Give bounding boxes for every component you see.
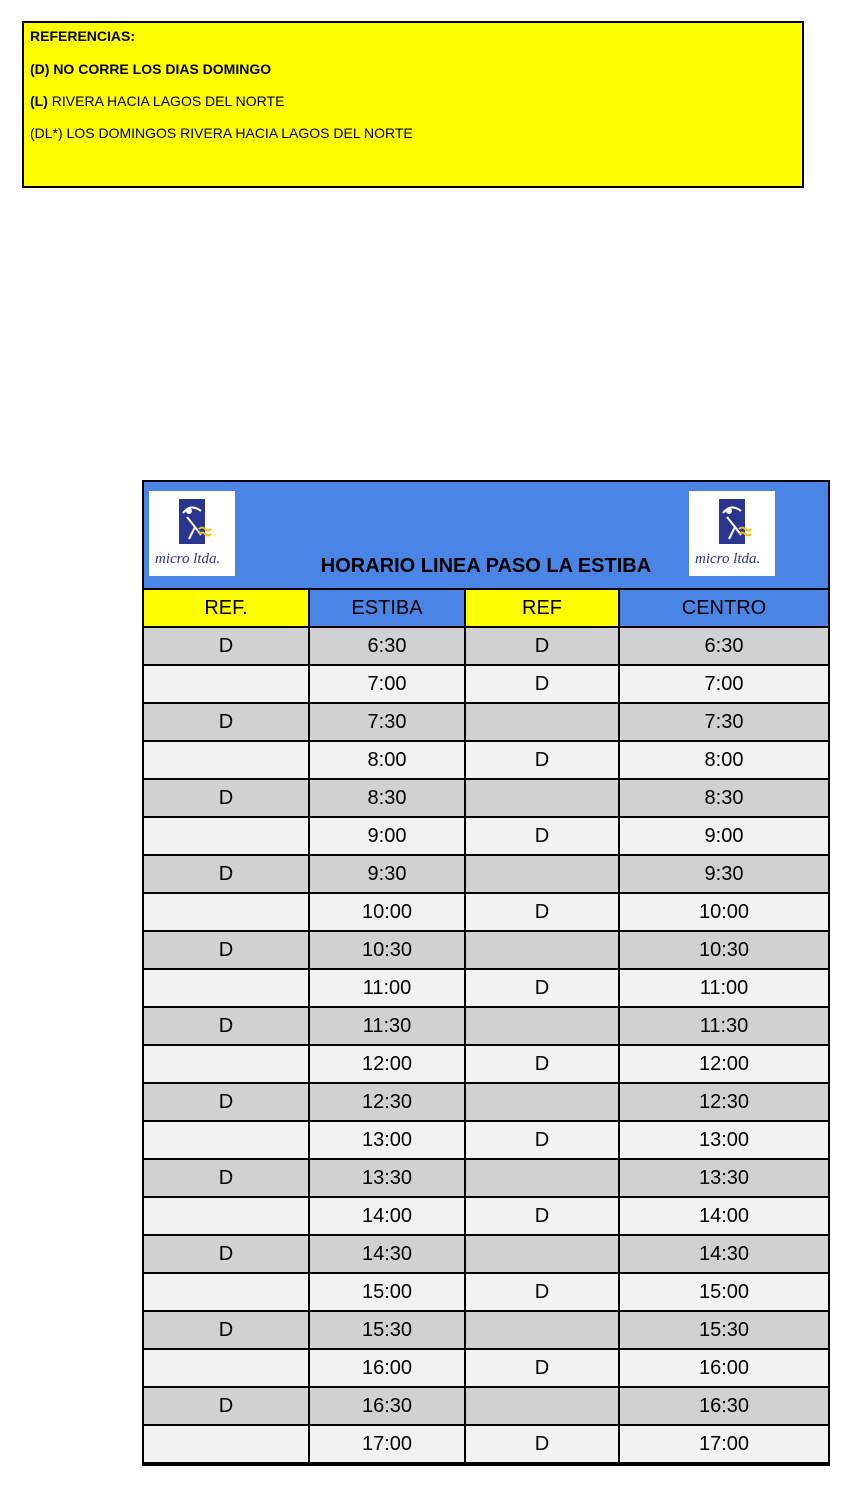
table-row	[144, 1121, 828, 1159]
centro-time-cell: 16:30	[619, 1387, 828, 1425]
table-row	[144, 969, 828, 1007]
ref-2-cell	[465, 779, 619, 817]
ref-cell: D	[144, 1083, 309, 1121]
table-row	[144, 893, 828, 931]
table-row	[144, 1007, 828, 1045]
ref-2-cell	[465, 931, 619, 969]
estiba-time-cell: 15:00	[309, 1273, 465, 1311]
estiba-time-cell: 16:00	[309, 1349, 465, 1387]
ref-cell	[144, 893, 309, 931]
column-header-estiba: ESTIBA	[309, 590, 465, 627]
ref-cell	[144, 741, 309, 779]
estiba-time-cell: 13:30	[309, 1159, 465, 1197]
reference-code: (D) NO CORRE LOS DIAS DOMINGO	[30, 61, 272, 77]
ref-cell: D	[144, 931, 309, 969]
ref-cell	[144, 1121, 309, 1159]
ref-cell	[144, 665, 309, 703]
reference-code: (L)	[30, 93, 48, 109]
estiba-time-cell: 12:00	[309, 1045, 465, 1083]
ref-2-cell	[465, 855, 619, 893]
estiba-time-cell: 7:00	[309, 665, 465, 703]
ref-cell: D	[144, 779, 309, 817]
centro-time-cell: 17:00	[619, 1425, 828, 1463]
ref-cell: D	[144, 1007, 309, 1045]
table-row	[144, 1425, 828, 1463]
table-row	[144, 1235, 828, 1273]
reference-item-d	[30, 61, 796, 82]
centro-time-cell: 13:30	[619, 1159, 828, 1197]
references-box	[22, 21, 804, 188]
ref-2-cell: D	[465, 1197, 619, 1235]
ref-cell: D	[144, 855, 309, 893]
ref-cell	[144, 1425, 309, 1463]
schedule-title: HORARIO LINEA PASO LA ESTIBA	[320, 555, 652, 577]
ref-cell	[144, 817, 309, 855]
centro-time-cell: 8:30	[619, 779, 828, 817]
ref-cell: D	[144, 1235, 309, 1273]
estiba-time-cell: 14:00	[309, 1197, 465, 1235]
reference-item-l	[30, 93, 796, 114]
centro-time-cell: 15:30	[619, 1311, 828, 1349]
estiba-time-cell: 14:30	[309, 1235, 465, 1273]
ref-2-cell: D	[465, 1121, 619, 1159]
ref-2-cell: D	[465, 1045, 619, 1083]
ref-2-cell	[465, 1235, 619, 1273]
ref-2-cell: D	[465, 893, 619, 931]
table-row	[144, 741, 828, 779]
ref-2-cell	[465, 703, 619, 741]
ref-2-cell	[465, 1007, 619, 1045]
table-row	[144, 1387, 828, 1425]
table-row	[144, 931, 828, 969]
table-row	[144, 1045, 828, 1083]
ref-2-cell	[465, 1083, 619, 1121]
table-row	[144, 817, 828, 855]
centro-time-cell: 16:00	[619, 1349, 828, 1387]
estiba-time-cell: 9:30	[309, 855, 465, 893]
reference-text: RIVERA HACIA LAGOS DEL NORTE	[47, 93, 285, 109]
centro-time-cell: 11:30	[619, 1007, 828, 1045]
table-row	[144, 1349, 828, 1387]
table-row	[144, 779, 828, 817]
ref-2-cell: D	[465, 1349, 619, 1387]
company-logo-right	[689, 491, 775, 576]
centro-time-cell: 9:30	[619, 855, 828, 893]
reference-text: (DL*) LOS DOMINGOS RIVERA HACIA LAGOS DEL NORTE	[30, 125, 413, 141]
centro-time-cell: 10:00	[619, 893, 828, 931]
estiba-time-cell: 17:00	[309, 1425, 465, 1463]
ref-cell	[144, 1349, 309, 1387]
ref-2-cell	[465, 1387, 619, 1425]
logo-text: micro ltda.	[695, 551, 761, 567]
centro-time-cell: 14:00	[619, 1197, 828, 1235]
estiba-time-cell: 16:30	[309, 1387, 465, 1425]
estiba-time-cell: 15:30	[309, 1311, 465, 1349]
estiba-time-cell: 8:30	[309, 779, 465, 817]
ref-2-cell: D	[465, 1273, 619, 1311]
ref-2-cell	[465, 1311, 619, 1349]
schedule-table	[144, 590, 828, 1464]
table-row	[144, 1273, 828, 1311]
ref-2-cell: D	[465, 1425, 619, 1463]
centro-time-cell: 7:30	[619, 703, 828, 741]
ref-cell	[144, 1197, 309, 1235]
ref-cell: D	[144, 1387, 309, 1425]
column-header-centro: CENTRO	[619, 590, 828, 627]
column-header-ref-2: REF	[465, 590, 619, 627]
estiba-time-cell: 12:30	[309, 1083, 465, 1121]
centro-time-cell: 12:00	[619, 1045, 828, 1083]
centro-time-cell: 13:00	[619, 1121, 828, 1159]
table-row	[144, 703, 828, 741]
ref-cell	[144, 969, 309, 1007]
table-row	[144, 627, 828, 665]
estiba-time-cell: 6:30	[309, 627, 465, 665]
estiba-time-cell: 8:00	[309, 741, 465, 779]
ref-cell	[144, 1273, 309, 1311]
table-row	[144, 1311, 828, 1349]
centro-time-cell: 8:00	[619, 741, 828, 779]
ref-cell: D	[144, 627, 309, 665]
centro-time-cell: 14:30	[619, 1235, 828, 1273]
table-header-row	[144, 590, 828, 627]
estiba-time-cell: 11:30	[309, 1007, 465, 1045]
estiba-time-cell: 10:30	[309, 931, 465, 969]
centro-time-cell: 9:00	[619, 817, 828, 855]
table-row	[144, 855, 828, 893]
ref-cell: D	[144, 703, 309, 741]
reference-item-dl	[30, 125, 796, 146]
centro-time-cell: 10:30	[619, 931, 828, 969]
ref-cell	[144, 1045, 309, 1083]
centro-time-cell: 15:00	[619, 1273, 828, 1311]
logo-text: micro ltda.	[155, 551, 221, 567]
table-row	[144, 1197, 828, 1235]
ref-2-cell: D	[465, 817, 619, 855]
table-row	[144, 1159, 828, 1197]
schedule-header	[144, 482, 828, 590]
centro-time-cell: 12:30	[619, 1083, 828, 1121]
table-row	[144, 665, 828, 703]
estiba-time-cell: 13:00	[309, 1121, 465, 1159]
estiba-time-cell: 11:00	[309, 969, 465, 1007]
ref-2-cell: D	[465, 741, 619, 779]
ref-2-cell: D	[465, 969, 619, 1007]
column-header-ref: REF.	[144, 590, 309, 627]
ref-2-cell: D	[465, 665, 619, 703]
ref-2-cell	[465, 1159, 619, 1197]
schedule-table-container	[142, 480, 830, 1466]
references-title: REFERENCIAS:	[30, 28, 136, 44]
ref-2-cell: D	[465, 627, 619, 665]
table-row	[144, 1083, 828, 1121]
centro-time-cell: 11:00	[619, 969, 828, 1007]
ref-cell: D	[144, 1159, 309, 1197]
estiba-time-cell: 10:00	[309, 893, 465, 931]
estiba-time-cell: 9:00	[309, 817, 465, 855]
ref-cell: D	[144, 1311, 309, 1349]
centro-time-cell: 6:30	[619, 627, 828, 665]
estiba-time-cell: 7:30	[309, 703, 465, 741]
centro-time-cell: 7:00	[619, 665, 828, 703]
